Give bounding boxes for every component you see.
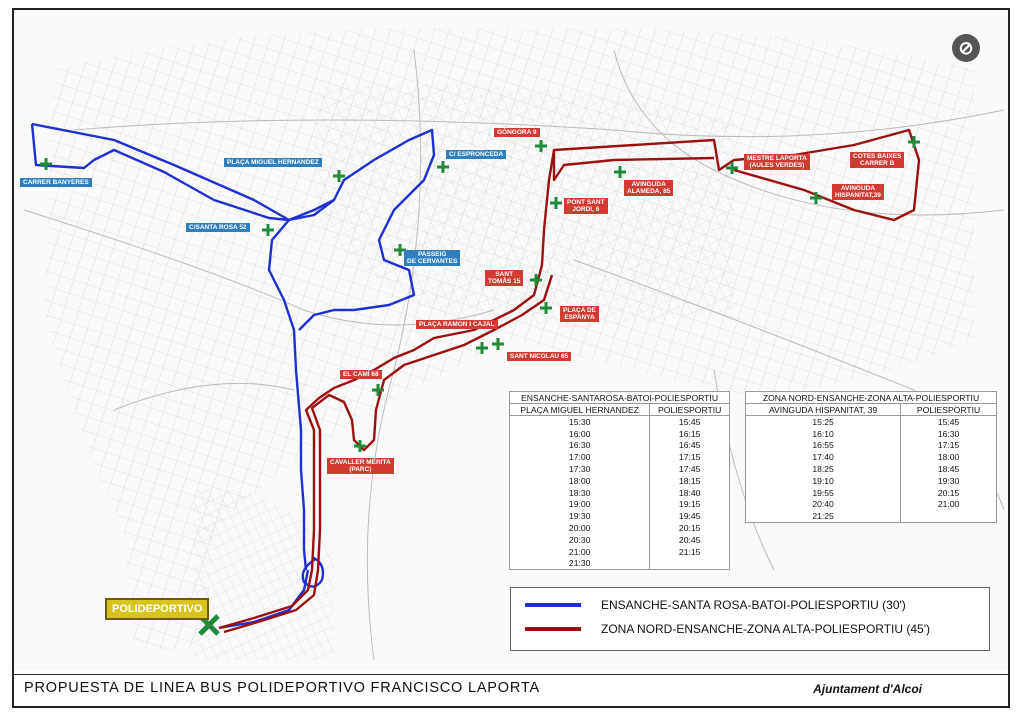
timetable-blue-cell: 21:30 [510, 558, 650, 570]
timetable-blue-cell: 16:45 [650, 440, 730, 452]
timetable-blue-row [510, 440, 730, 452]
timetable-red-row [746, 510, 997, 522]
timetable-blue-row [510, 451, 730, 463]
timetable-red-cell: 15:25 [746, 416, 901, 428]
stop-label-cotes-baixes: COTES BAIXES CARRER B [850, 152, 904, 168]
timetable-blue-cell: 19:30 [510, 510, 650, 522]
stop-label-sant-nicolau: SANT NICOLAU 65 [507, 352, 571, 361]
timetable-blue-cell: 15:30 [510, 416, 650, 428]
stop-label-avinguda-alameda: AVINGUDA ALAMEDA, 85 [624, 180, 673, 196]
footer-organization: Ajuntament d'Alcoi [813, 682, 922, 696]
legend [510, 587, 990, 651]
timetable-red-cell: 19:30 [901, 475, 997, 487]
timetable-red-cell: 16:55 [746, 440, 901, 452]
legend-red-label: ZONA NORD-ENSANCHE-ZONA ALTA-POLIESPORTIU (45') [601, 622, 931, 636]
timetable-blue-cell: 20:45 [650, 534, 730, 546]
timetable-red-row [746, 463, 997, 475]
legend-red [525, 622, 930, 636]
timetable-red-col2: POLIESPORTIU [901, 404, 997, 416]
timetable-blue-col2: POLIESPORTIU [650, 404, 730, 416]
timetable-red-col1: AVINGUDA HISPANITAT, 39 [746, 404, 901, 416]
timetable-blue-cell: 16:00 [510, 428, 650, 440]
stop-label-el-cami: EL CAMÍ 68 [340, 370, 382, 379]
timetable-blue-cell: 19:15 [650, 499, 730, 511]
timetable-blue-cell: 18:00 [510, 475, 650, 487]
timetable-red-cell: 20:40 [746, 499, 901, 511]
timetable-blue-cell: 20:15 [650, 522, 730, 534]
timetable-blue-cell: 16:30 [510, 440, 650, 452]
legend-red-swatch [525, 627, 581, 631]
timetable-red-row [746, 451, 997, 463]
timetable-red-cell: 21:00 [901, 499, 997, 511]
timetable-blue-row [510, 487, 730, 499]
timetable-red-cell: 16:30 [901, 428, 997, 440]
timetable-blue-row [510, 416, 730, 428]
timetable-blue-cell: 17:30 [510, 463, 650, 475]
timetable-red-row [746, 440, 997, 452]
timetable-red-cell: 18:45 [901, 463, 997, 475]
timetable-red-row [746, 499, 997, 511]
timetable-blue-cell: 16:15 [650, 428, 730, 440]
timetable-blue-cell: 15:45 [650, 416, 730, 428]
stop-label-passeig-cervantes: PASSEIG DE CERVANTES [404, 250, 460, 266]
timetable-blue-row [510, 428, 730, 440]
timetable-blue-row [510, 475, 730, 487]
timetable-blue-cell: 19:00 [510, 499, 650, 511]
timetable-blue-col1: PLAÇA MIGUEL HERNANDEZ [510, 404, 650, 416]
legend-blue [525, 598, 906, 612]
footer-divider [14, 674, 1008, 675]
stop-label-mestre-laporta: MESTRE LAPORTA (AULES VERDES) [744, 154, 810, 170]
timetable-red-row [746, 475, 997, 487]
timetable-red-cell: 21:25 [746, 510, 901, 522]
timetable-blue-cell: 20:00 [510, 522, 650, 534]
timetable-blue-cell: 17:45 [650, 463, 730, 475]
stop-label-placa-ramon-cajal: PLAÇA RAMON I CAJAL [416, 320, 498, 329]
timetable-blue-cell: 21:00 [510, 546, 650, 558]
timetable-blue-cell: 21:15 [650, 546, 730, 558]
stop-label-placa-espanya: PLAÇA DE ESPANYA [560, 306, 599, 322]
timetable-red [745, 391, 997, 523]
timetable-blue-cell: 18:30 [510, 487, 650, 499]
stop-label-avinguda-hispanitat: AVINGUDA HISPANITAT,39 [832, 184, 884, 200]
polideportivo-label: POLIDEPORTIVO [105, 598, 209, 620]
legend-blue-label: ENSANCHE-SANTA ROSA-BATOI-POLIESPORTIU (30') [601, 598, 906, 612]
timetable-blue-row [510, 463, 730, 475]
stop-label-carrer-banyeres: CARRER BANYERES [20, 178, 92, 187]
timetable-blue-cell: 20:30 [510, 534, 650, 546]
stop-label-santa-rosa: C/SANTA ROSA 52 [186, 223, 250, 232]
timetable-red-cell: 19:10 [746, 475, 901, 487]
timetable-blue-row [510, 546, 730, 558]
timetable-blue-row [510, 534, 730, 546]
north-arrow-icon: ⊘ [952, 34, 980, 62]
timetable-red-title: ZONA NORD-ENSANCHE-ZONA ALTA-POLIESPORTIU [746, 392, 997, 404]
legend-blue-swatch [525, 603, 581, 607]
footer-title: PROPUESTA DE LINEA BUS POLIDEPORTIVO FRANCISCO LAPORTA [24, 680, 540, 696]
timetable-blue-cell: 17:00 [510, 451, 650, 463]
stop-label-sant-tomas: SANT TOMÀS 15 [485, 270, 523, 286]
timetable-red-cell: 17:15 [901, 440, 997, 452]
timetable-red-cell: 15:45 [901, 416, 997, 428]
stop-label-cavaller-merita: CAVALLER MÉRITA (PARC) [327, 458, 394, 474]
timetable-red-cell: 19:55 [746, 487, 901, 499]
timetable-blue-row [510, 510, 730, 522]
timetable-blue-title: ENSANCHE-SANTAROSA-BATOI-POLIESPORTIU [510, 392, 730, 404]
timetable-red-cell: 17:40 [746, 451, 901, 463]
timetable-blue-cell: 17:15 [650, 451, 730, 463]
timetable-blue-cell: 18:15 [650, 475, 730, 487]
timetable-blue-row [510, 522, 730, 534]
stop-label-gongora: GÓNGORA 9 [494, 128, 540, 137]
timetable-red-cell: 18:00 [901, 451, 997, 463]
timetable-blue-row [510, 499, 730, 511]
timetable-red-cell: 20:15 [901, 487, 997, 499]
timetable-blue-cell: 19:45 [650, 510, 730, 522]
timetable-red-row [746, 487, 997, 499]
timetable-red-cell: 18:25 [746, 463, 901, 475]
map-frame [12, 8, 1010, 708]
stop-label-placa-miguel-hernandez: PLAÇA MIGUEL HERNANDEZ [224, 158, 322, 167]
timetable-red-cell: 16:10 [746, 428, 901, 440]
timetable-red-row [746, 416, 997, 428]
timetable-red-cell [901, 510, 997, 522]
stop-label-pont-sant-jordi: PONT SANT JORDI, 6 [564, 198, 608, 214]
timetable-blue-cell: 18:40 [650, 487, 730, 499]
timetable-blue-row [510, 558, 730, 570]
timetable-blue [509, 391, 730, 570]
timetable-blue-cell [650, 558, 730, 570]
stop-label-esproneda: C/ ESPRONCEDA [446, 150, 506, 159]
timetable-red-row [746, 428, 997, 440]
